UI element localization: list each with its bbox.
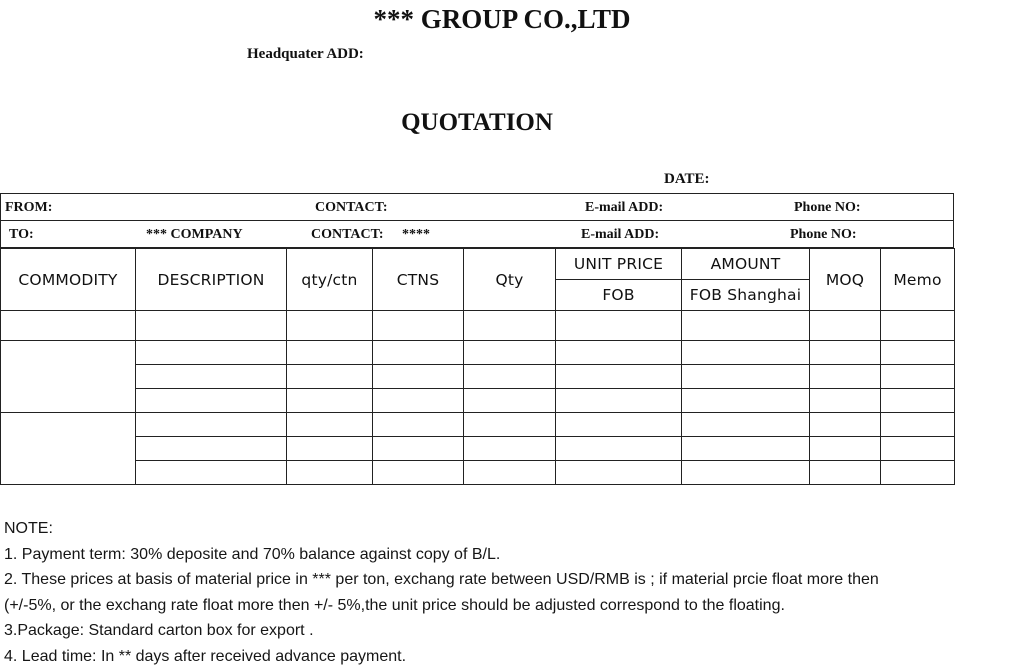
memo-header: Memo [881,249,955,311]
date-label: DATE: [664,171,710,187]
cell [881,413,955,437]
cell [881,437,955,461]
table-row [1,311,955,341]
headquarter-address-label: Headquater ADD: [247,46,364,62]
notes-heading: NOTE: [4,520,53,537]
cell [373,341,464,365]
notes-section [4,516,879,669]
cell [373,413,464,437]
cell [373,437,464,461]
from-row [0,193,954,221]
document-title: QUOTATION [401,109,553,136]
cell [810,341,881,365]
from-label: FROM: [5,200,53,215]
cell [136,365,287,389]
note-package: 3.Package: Standard carton box for export . [4,622,314,639]
cell [881,341,955,365]
cell [556,389,682,413]
cell [464,413,556,437]
commodity-header: COMMODITY [1,249,136,311]
company-name: *** GROUP CO.,LTD [373,4,631,34]
ctns-header: CTNS [373,249,464,311]
commodity-group-cell [1,413,136,485]
cell [373,311,464,341]
cell [136,413,287,437]
cell [287,413,373,437]
cell [464,341,556,365]
table-row [1,437,955,461]
cell [373,365,464,389]
cell [373,389,464,413]
cell [810,437,881,461]
cell [136,341,287,365]
cell [556,341,682,365]
table-row [1,341,955,365]
to-contact-label: CONTACT: [311,227,384,242]
from-phone-label: Phone NO: [794,200,861,215]
cell [682,341,810,365]
cell [810,461,881,485]
table-row [1,413,955,437]
cell [881,365,955,389]
cell [1,311,136,341]
cell [556,413,682,437]
cell [464,461,556,485]
unit-price-fob-header: FOB [556,280,682,311]
unit-price-header: UNIT PRICE [556,249,682,280]
description-header: DESCRIPTION [136,249,287,311]
to-phone-label: Phone NO: [790,227,857,242]
commodity-group-cell [1,341,136,413]
to-label: TO: [9,227,34,242]
cell [810,311,881,341]
cell [464,389,556,413]
quotation-table [0,248,955,485]
header-row [1,249,955,280]
note-price-basis-continued: (+/-5%, or the exchang rate float more then +/- 5%,the unit price should be adjusted correspond to the floating. [4,596,785,614]
cell [556,311,682,341]
table-row [1,389,955,413]
cell [556,461,682,485]
to-email-label: E-mail ADD: [581,227,660,242]
cell [136,437,287,461]
table-row [1,461,955,485]
to-contact-value: **** [402,227,430,242]
note-price-basis: 2. These prices at basis of material price in *** per ton, exchang rate between USD/RMB is ; if material prcie float more then [4,571,879,588]
note-lead-time: 4. Lead time: In ** days after received advance payment. [4,647,407,665]
moq-header: MOQ [810,249,881,311]
cell [287,437,373,461]
to-company: *** COMPANY [146,227,243,242]
cell [287,461,373,485]
qty-per-ctn-header: qty/ctn [287,249,373,311]
from-contact-label: CONTACT: [315,200,388,215]
table-row [1,365,955,389]
qty-header: Qty [464,249,556,311]
cell [136,461,287,485]
cell [682,461,810,485]
cell [287,365,373,389]
cell [682,413,810,437]
amount-header: AMOUNT [682,249,810,280]
cell [881,461,955,485]
cell [810,413,881,437]
cell [881,311,955,341]
cell [464,311,556,341]
cell [464,365,556,389]
cell [136,311,287,341]
to-row [0,220,954,248]
cell [556,365,682,389]
cell [136,389,287,413]
cell [373,461,464,485]
cell [881,389,955,413]
cell [682,389,810,413]
cell [464,437,556,461]
cell [287,389,373,413]
amount-fob-shanghai-header: FOB Shanghai [682,280,810,311]
cell [810,365,881,389]
cell [810,389,881,413]
cell [682,437,810,461]
cell [682,311,810,341]
from-email-label: E-mail ADD: [585,200,664,215]
cell [287,311,373,341]
cell [287,341,373,365]
cell [682,365,810,389]
note-payment-term: 1. Payment term: 30% deposite and 70% balance against copy of B/L. [4,545,501,563]
cell [556,437,682,461]
